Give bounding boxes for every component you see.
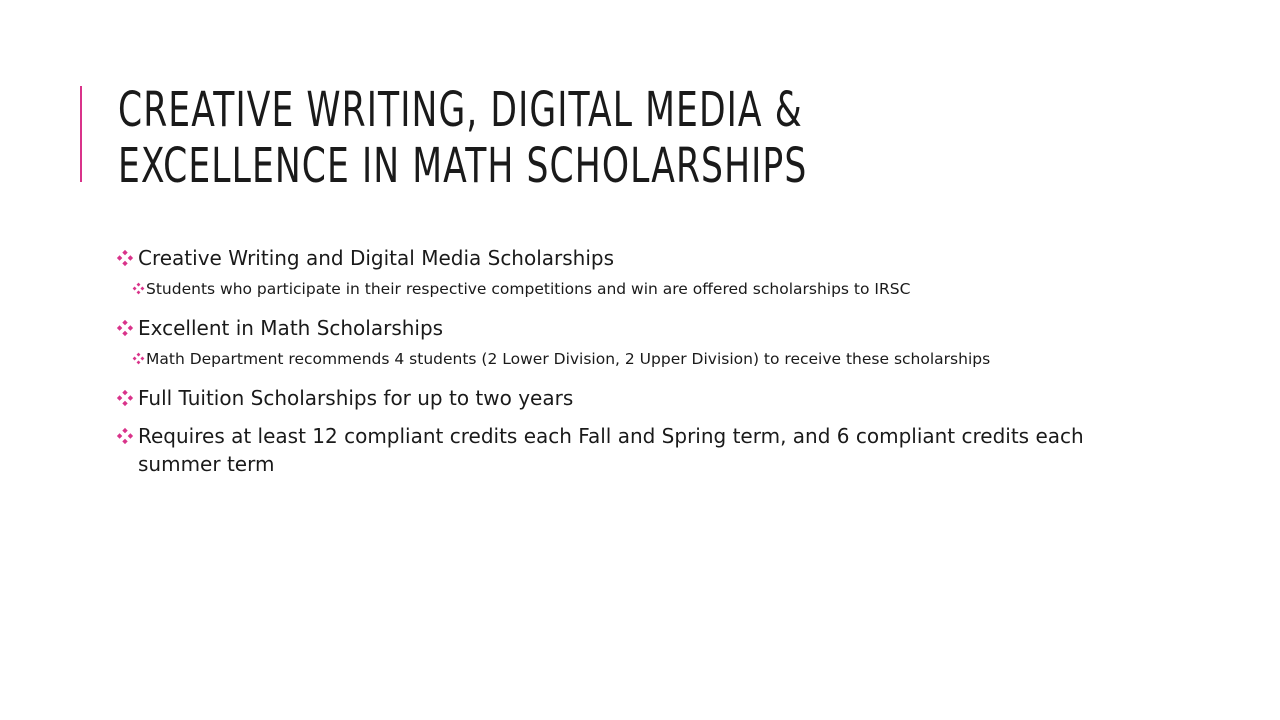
sub-bullet-text: Math Department recommends 4 students (2 Lower Division, 2 Upper Division) to receive these scholarships <box>146 350 991 368</box>
sub-bullet-item <box>112 278 1132 300</box>
title-accent-bar <box>80 86 82 182</box>
four-diamond-icon <box>116 389 134 407</box>
bullet-item <box>112 422 1132 478</box>
four-diamond-icon <box>132 352 145 365</box>
sub-bullet-text: Students who participate in their respective competitions and win are offered scholarships to IRSC <box>146 280 911 298</box>
sub-bullet-item <box>112 348 1132 370</box>
four-diamond-icon <box>132 282 145 295</box>
slide-title-line-2: EXCELLENCE IN MATH SCHOLARSHIPS <box>118 138 808 194</box>
four-diamond-icon <box>116 249 134 267</box>
bullet-text: Requires at least 12 compliant credits each Fall and Spring term, and 6 compliant credits each summer term <box>138 424 1084 476</box>
four-diamond-icon <box>116 427 134 445</box>
bullet-item <box>112 314 1132 342</box>
bullet-item <box>112 384 1132 412</box>
slide-title-line-1: CREATIVE WRITING, DIGITAL MEDIA & <box>118 82 803 138</box>
slide-title <box>118 82 924 194</box>
bullet-text: Excellent in Math Scholarships <box>138 316 444 340</box>
bullet-text: Full Tuition Scholarships for up to two years <box>138 386 574 410</box>
bullet-list <box>112 244 1132 488</box>
four-diamond-icon <box>116 319 134 337</box>
bullet-text: Creative Writing and Digital Media Scholarships <box>138 246 615 270</box>
bullet-item <box>112 244 1132 272</box>
